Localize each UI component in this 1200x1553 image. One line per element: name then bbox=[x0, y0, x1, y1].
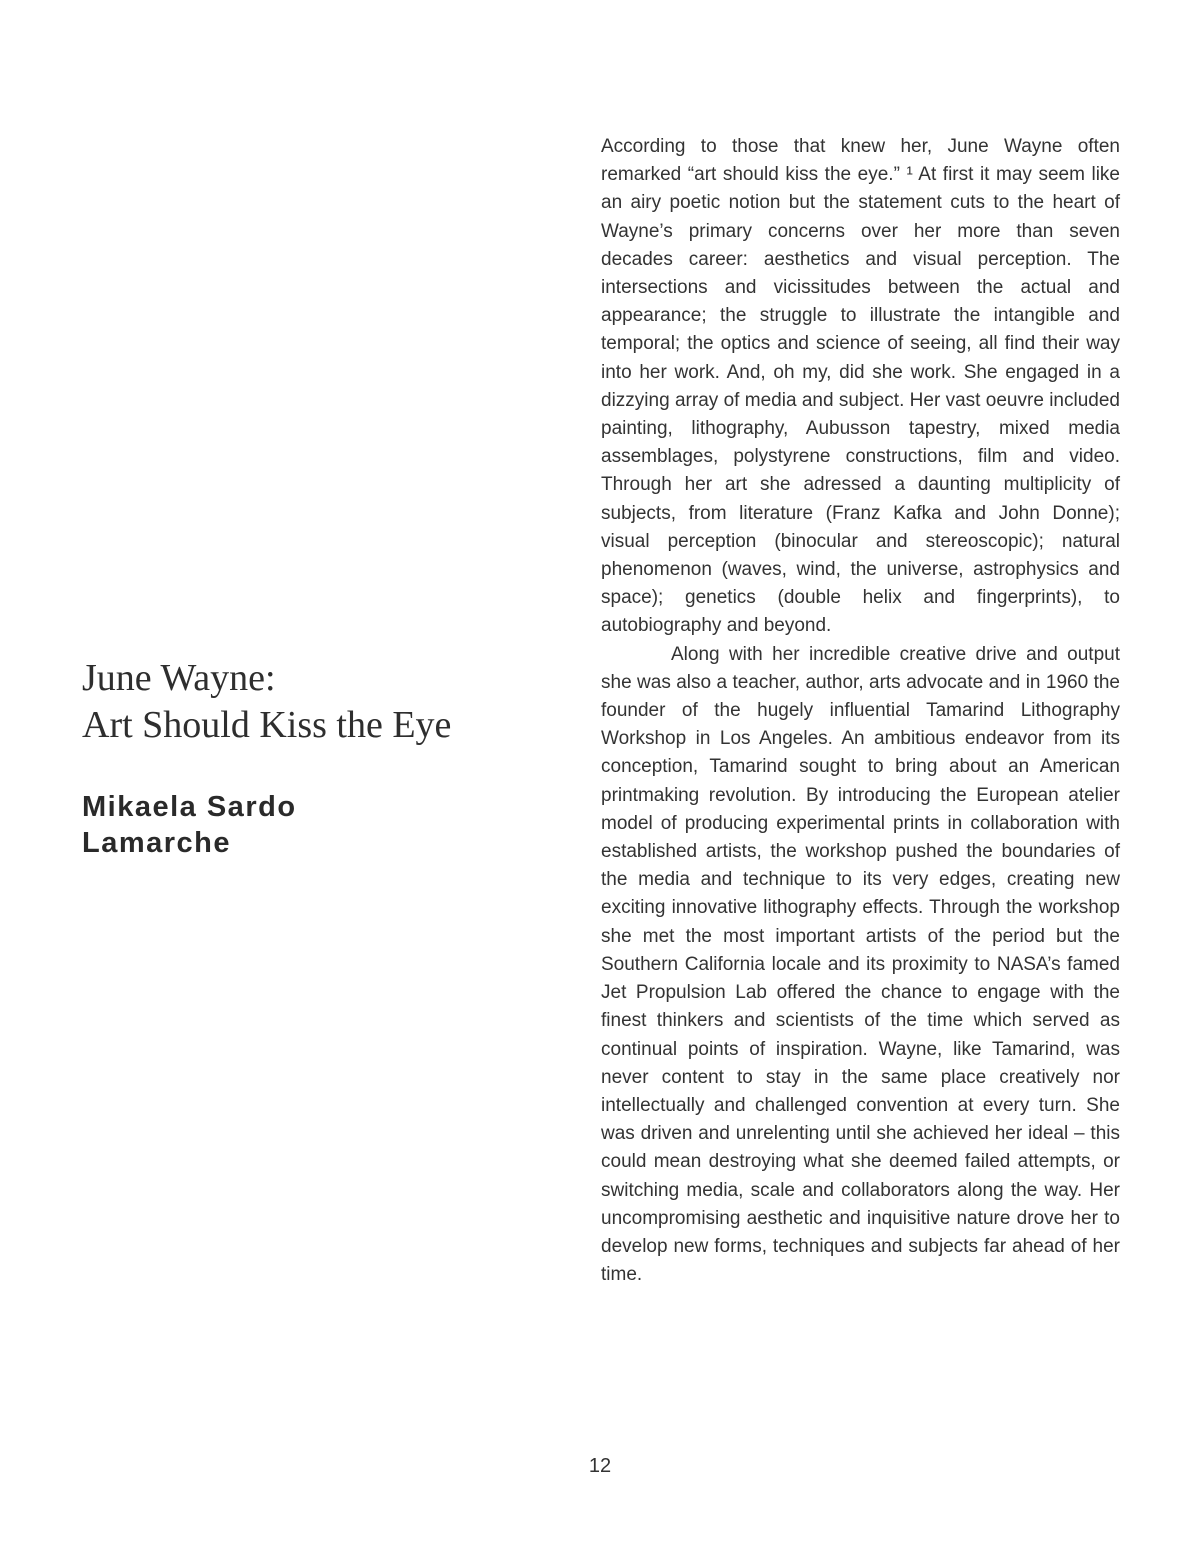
author-name-line-2: Lamarche bbox=[82, 827, 232, 859]
body-text-column bbox=[601, 133, 1120, 1289]
page-number: 12 bbox=[588, 1455, 612, 1477]
author-name-line-1: Mikaela Sardo bbox=[82, 791, 297, 823]
body-paragraph-1: According to those that knew her, June Wayne often remarked “art should kiss the eye.” ¹ At first it may seem like an airy poetic notion but the statement cuts to the heart of Wayne’s primary concerns over her more than seven decades career: aesthetics and visual perception. The intersections and vicissitudes between the actual and appearance; the struggle to illustrate the intangible and temporal; the optics and science of seeing, all find their way into her work. And, oh my, did she work. She engaged in a dizzying array of media and subject. Her vast oeuvre included painting, lithography, Aubusson tapestry, mixed media assemblages, polystyrene constructions, film and video. Through her art she adressed a daunting multiplicity of subjects, from literature (Franz Kafka and John Donne); visual perception (binocular and stereoscopic); natural phenomenon (waves, wind, the universe, astrophysics and space); genetics (double helix and fingerprints), to autobiography and beyond. bbox=[601, 136, 1120, 637]
title-block bbox=[82, 655, 542, 861]
article-title-line-1: June Wayne: bbox=[82, 657, 276, 699]
author-name bbox=[82, 789, 542, 861]
article-title-line-2: Art Should Kiss the Eye bbox=[82, 704, 452, 746]
article-title bbox=[82, 655, 542, 749]
body-paragraph-2: Along with her incredible creative drive and output she was also a teacher, author, arts advocate and in 1960 the founder of the hugely influential Tamarind Lithography Workshop in Los Angeles. An ambitious endeavor from its conception, Tamarind sought to bring about an American printmaking revolution. By introducing the European atelier model of producing experimental prints in collaboration with established artists, the workshop pushed the boundaries of the media and technique to its very edges, creating new exciting innovative lithography effects. Through the workshop she met the most important artists of the period but the Southern California locale and its proximity to NASA’s famed Jet Propulsion Lab offered the chance to engage with the finest thinkers and scientists of the time which served as continual points of inspiration. Wayne, like Tamarind, was never content to stay in the same place creatively nor intellectually and challenged convention at every turn. She was driven and unrelenting until she achieved her ideal – this could mean destroying what she deemed failed attempts, or switching media, scale and collaborators along the way. Her uncompromising aesthetic and inquisitive nature drove her to develop new forms, techniques and subjects far ahead of her time. bbox=[601, 643, 1120, 1286]
